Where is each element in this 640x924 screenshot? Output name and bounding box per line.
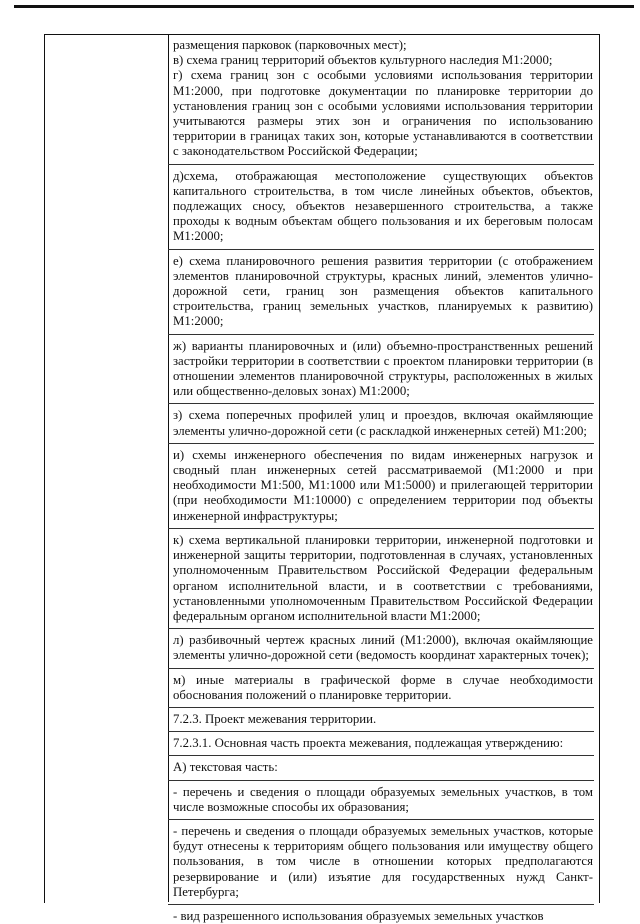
row-separator: [168, 249, 594, 250]
row-separator: [168, 164, 594, 165]
item-k: к) схема вертикальной планировки территории, инженерной подготовки и инженерной защиты территории, подготовленная в случаях, установленных уполномоченным Правительством Российской Федерации федеральным органом исполнительной власти, и в соответствии с требованиями, установленными уполномоченным Правительством Российской Федерации федеральным органом исполнительной власти М1:2000;: [173, 532, 593, 623]
row-separator: [168, 334, 594, 335]
section-7-2-3-heading: 7.2.3. Проект межевания территории.: [173, 711, 377, 726]
row-separator: [168, 819, 594, 820]
row-separator: [168, 528, 594, 529]
paragraph-parking: размещения парковок (парковочных мест);: [173, 38, 407, 52]
list-item-land-use: - вид разрешенного использования образуемых земельных участков: [173, 908, 544, 923]
text-part-heading: А) текстовая часть:: [173, 760, 278, 775]
row-separator: [168, 780, 594, 781]
list-item-parcels: - перечень и сведения о площади образуемых земельных участков, в том числе возможные способы их образования;: [173, 784, 593, 814]
row-separator: [168, 668, 594, 669]
row-separator: [168, 707, 594, 708]
row-separator: [168, 403, 594, 404]
item-v: в) схема границ территорий объектов культурного наследия М1:2000;: [173, 53, 553, 68]
item-l: л) разбивочный чертеж красных линий (М1:2000), включая окаймляющие элементы улично-дорожной сети (ведомость координат характерных точек);: [173, 633, 593, 663]
item-zh: ж) варианты планировочных и (или) объемно-пространственных решений застройки территории в соответствии с проектом планировки территории (в отношении элементов планировочной структуры, расположенных в жилых или общественно-деловых зонах) М1:2000;: [173, 338, 593, 399]
item-i: и) схемы инженерного обеспечения по видам инженерных нагрузок и сводный план инженерных сетей рассматриваемой (М1:2000 и при необходимости М1:500, М1:1000 или М1:5000) и прилегающей территории (при необходимости М1:10000) с определением территории под объекты инженерной инфраструктуры;: [173, 447, 593, 523]
item-m: м) иные материалы в графической форме в случае необходимости обоснования положений о планировке территории.: [173, 672, 593, 702]
row-separator: [168, 731, 594, 732]
document-body: [173, 38, 593, 924]
item-e: е) схема планировочного решения развития территории (с отображением элементов планировочной структуры, красных линий, элементов улично-дорожной сети, границ зон размещения объектов капитального строительства, границ земельных участков, планируемых к развитию) М1:2000;: [173, 253, 593, 329]
list-item-public-parcels: - перечень и сведения о площади образуемых земельных участков, которые будут отнесены к территориям общего пользования или имуществу общего пользования, в том числе в отношении которых предполагаются резервирование и (или) изъятие для государственных нужд Санкт-Петербурга;: [173, 823, 593, 899]
row-separator: [168, 443, 594, 444]
top-rule: [14, 5, 634, 8]
item-d: д)схема, отображающая местоположение существующих объектов капитального строительства, в том числе линейных объектов, объектов, подлежащих сносу, объектов незавершенного строительства, а также проходы к водным объектам общего пользования и их береговым полосам М1:2000;: [173, 168, 593, 244]
row-separator: [168, 628, 594, 629]
item-z: з) схема поперечных профилей улиц и проездов, включая окаймляющие элементы улично-дорожной сети (с раскладкой инженерных сетей) М1:200;: [173, 408, 593, 438]
section-7-2-3-1-heading: 7.2.3.1. Основная часть проекта межевания, подлежащая утверждению:: [173, 736, 564, 751]
row-separator: [168, 755, 594, 756]
item-g: г) схема границ зон с особыми условиями использования территории М1:2000, при подготовке документации по планировке территории до установления границ зон с особыми условиями использования территории учитываются размеры этих зон и ограничения по использованию территории в границах таких зон, которые устанавливаются в соответствии с законодательством Российской Федерации;: [173, 68, 593, 159]
